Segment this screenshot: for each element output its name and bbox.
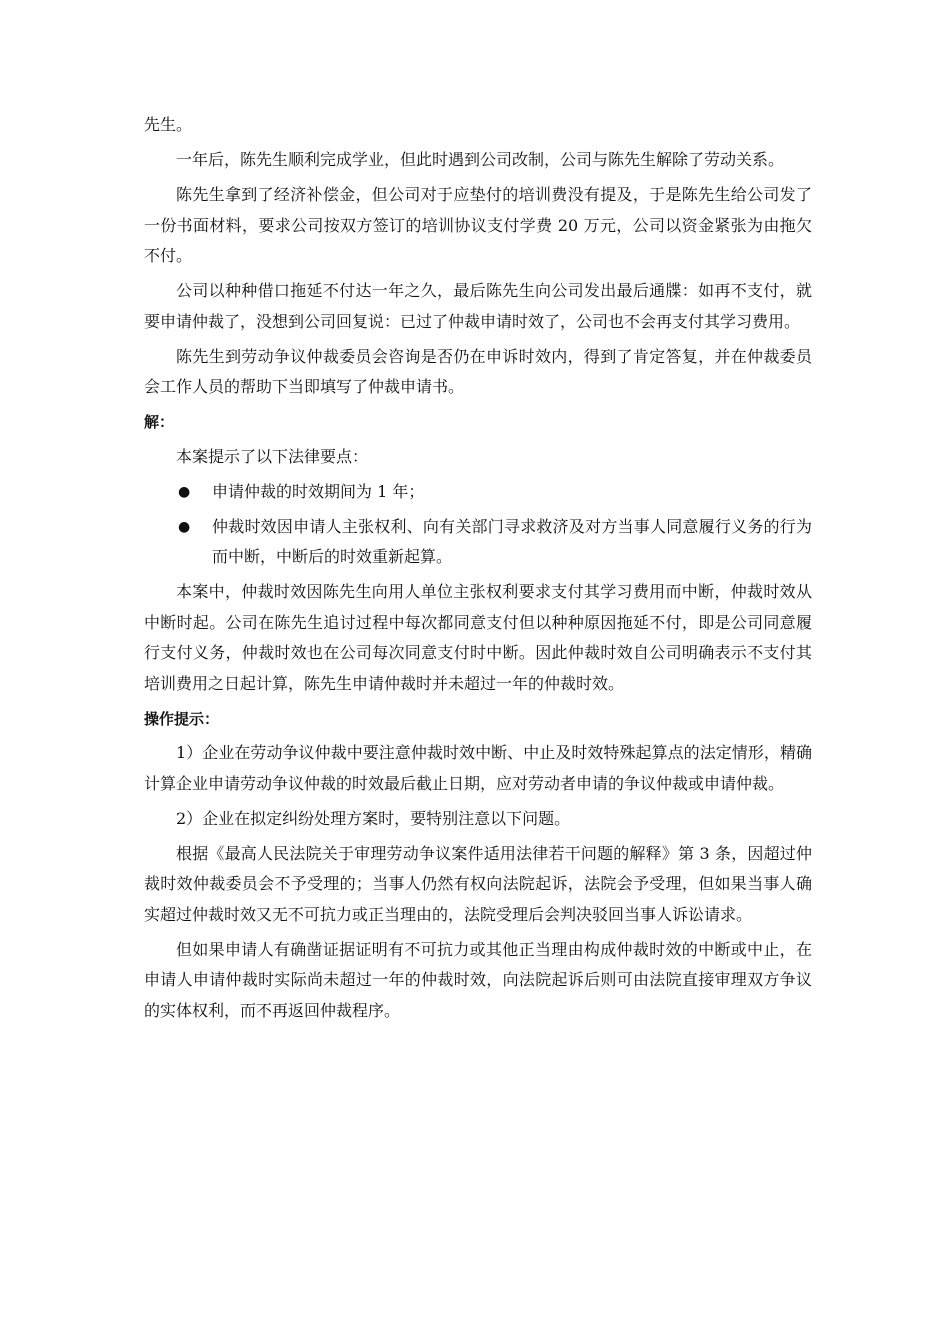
paragraph: 根据《最高人民法院关于审理劳动争议案件适用法律若干问题的解释》第 3 条，因超过仲裁时效仲裁委员会不予受理的；当事人仍然有权向法院起诉，法院会予受理，但如果当事人确实超过仲裁时效又无不可抗力或正当理由的，法院受理后会判决驳回当事人诉讼请求。 <box>144 843 812 924</box>
paragraph: 陈先生到劳动争议仲裁委员会咨询是否仍在申诉时效内，得到了肯定答复，并在仲裁委员会工作人员的帮助下当即填写了仲裁申请书。 <box>144 346 812 396</box>
section-heading-solution: 解： <box>144 413 175 431</box>
document-body <box>144 110 812 1031</box>
paragraph: 一年后，陈先生顺利完成学业，但此时遇到公司改制，公司与陈先生解除了劳动关系。 <box>176 150 785 169</box>
bullet-dot-icon: ● <box>178 518 191 535</box>
paragraph-continuation: 先生。 <box>144 115 193 134</box>
paragraph: 本案提示了以下法律要点： <box>176 446 369 466</box>
bullet-item <box>144 512 812 573</box>
paragraph: 但如果申请人有确凿证据证明有不可抗力或其他正当理由构成仲裁时效的中断或中止，在申请人申请仲裁时实际尚未超过一年的仲裁时效，向法院起诉后则可由法院直接审理双方争议的实体权利，而不再返回仲裁程序。 <box>144 939 812 1020</box>
paragraph: 公司以种种借口拖延不付达一年之久，最后陈先生向公司发出最后通牒：如再不支付，就要申请仲裁了，没想到公司回复说：已过了仲裁申请时效了，公司也不会再支付其学习费用。 <box>144 281 812 331</box>
paragraph: 本案中，仲裁时效因陈先生向用人单位主张权利要求支付其学习费用而中断，仲裁时效从中断时起。公司在陈先生追讨过程中每次都同意支付但以种种原因拖延不付，即是公司同意履行支付义务，仲裁时效也在公司每次同意支付时中断。因此仲裁时效自公司明确表示不支付其培训费用之日起计算，陈先生申请仲裁时并未超过一年的仲裁时效。 <box>144 582 812 693</box>
paragraph: 1）企业在劳动争议仲裁中要注意仲裁时效中断、中止及时效特殊起算点的法定情形，精确计算企业申请劳动争议仲裁的时效最后截止日期，应对劳动者申请的争议仲裁或申请仲裁。 <box>144 743 812 793</box>
paragraph: 陈先生拿到了经济补偿金，但公司对于应垫付的培训费没有提及，于是陈先生给公司发了一份书面材料，要求公司按双方签订的培训协议支付学费 20 万元，公司以资金紧张为由拖欠不付。 <box>144 185 812 265</box>
paragraph: 2）企业在拟定纠纷处理方案时，要特别注意以下问题。 <box>176 808 571 828</box>
bullet-item <box>144 477 812 508</box>
bullet-text: 申请仲裁的时效期间为 1 年； <box>212 481 425 501</box>
section-heading-tips: 操作提示： <box>144 709 220 728</box>
bullet-dot-icon: ● <box>178 483 191 500</box>
bullet-text: 仲裁时效因申请人主张权利、向有关部门寻求救济及对方当事人同意履行义务的行为而中断，中断后的时效重新起算。 <box>212 516 812 566</box>
